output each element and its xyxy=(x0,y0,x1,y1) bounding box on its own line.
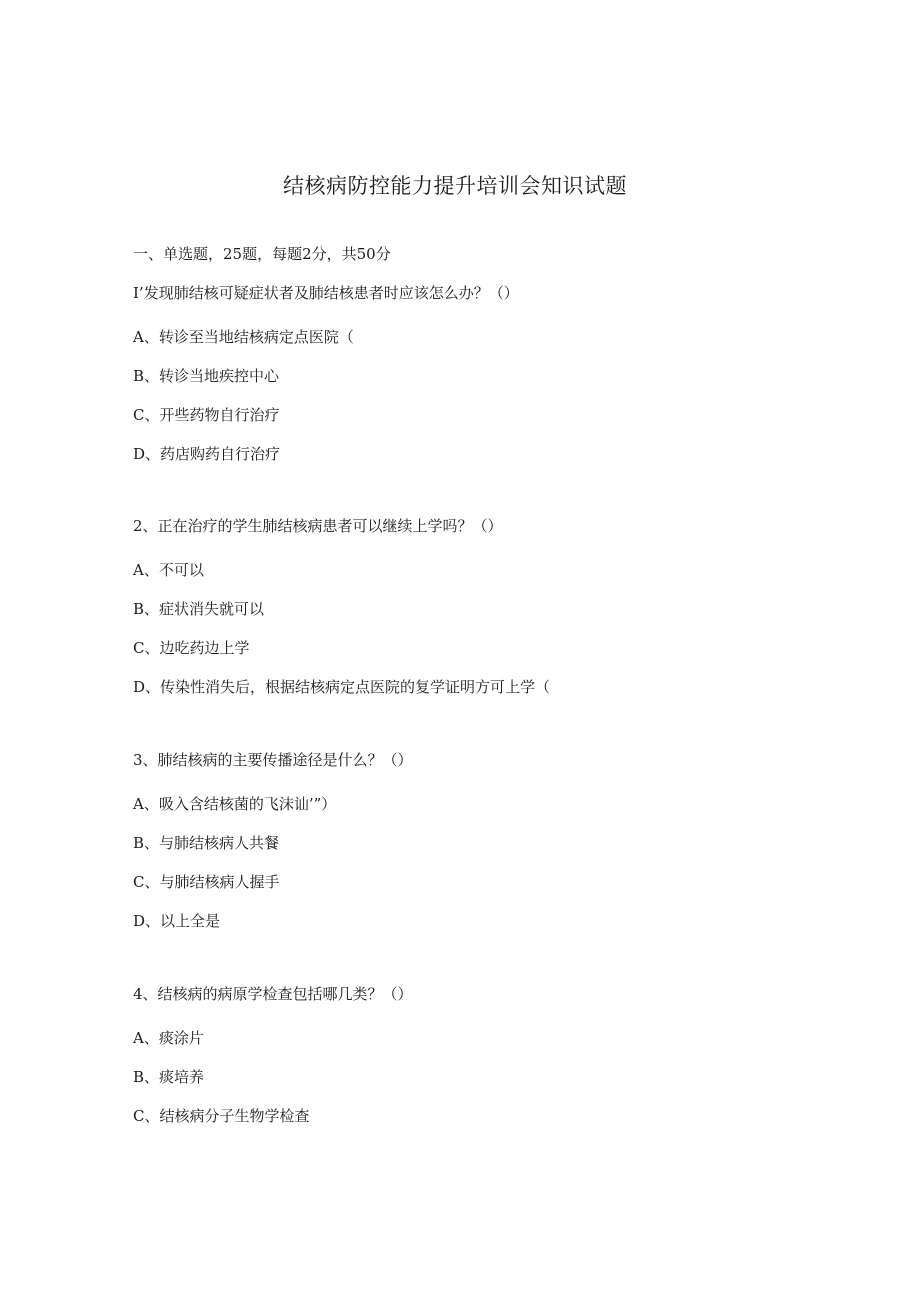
section-heading: 一、单选题，25题，每题2分，共50分 xyxy=(133,245,391,263)
question-3 xyxy=(133,750,833,950)
option-a: A、痰涂片 xyxy=(133,1029,204,1047)
option-c: C、边吃药边上学 xyxy=(133,639,250,657)
question-2 xyxy=(133,516,833,716)
option-c: C、结核病分子生物学检查 xyxy=(133,1107,310,1125)
question-stem: 4、结核病的病原学检查包括哪几类？（） xyxy=(133,985,413,1003)
option-c: C、与肺结核病人握手 xyxy=(133,873,280,891)
question-4 xyxy=(133,984,833,1145)
option-d: D、药店购药自行治疗 xyxy=(133,445,281,463)
option-d: D、传染性消失后，根据结核病定点医院的复学证明方可上学（ xyxy=(133,678,551,696)
page-title: 结核病防控能力提升培训会知识试题 xyxy=(283,174,627,198)
option-a: A、转诊至当地结核病定点医院（ xyxy=(133,328,354,346)
option-a: A、不可以 xyxy=(133,561,204,579)
option-c: C、开些药物自行治疗 xyxy=(133,406,280,424)
option-b: B、痰培养 xyxy=(133,1068,205,1086)
option-a: A、吸入含结核菌的飞沫讪’”） xyxy=(133,795,337,813)
question-stem: 2、正在治疗的学生肺结核病患者可以继续上学吗？（） xyxy=(133,517,503,535)
question-1 xyxy=(133,283,833,483)
question-stem: 3、肺结核病的主要传播途径是什么？（） xyxy=(133,751,413,769)
option-d: D、以上全是 xyxy=(133,912,221,930)
question-stem: I’发现肺结核可疑症状者及肺结核患者时应该怎么办？（） xyxy=(133,284,519,302)
option-b: B、症状消失就可以 xyxy=(133,600,265,618)
option-b: B、转诊当地疾控中心 xyxy=(133,367,280,385)
option-b: B、与肺结核病人共餐 xyxy=(133,834,280,852)
